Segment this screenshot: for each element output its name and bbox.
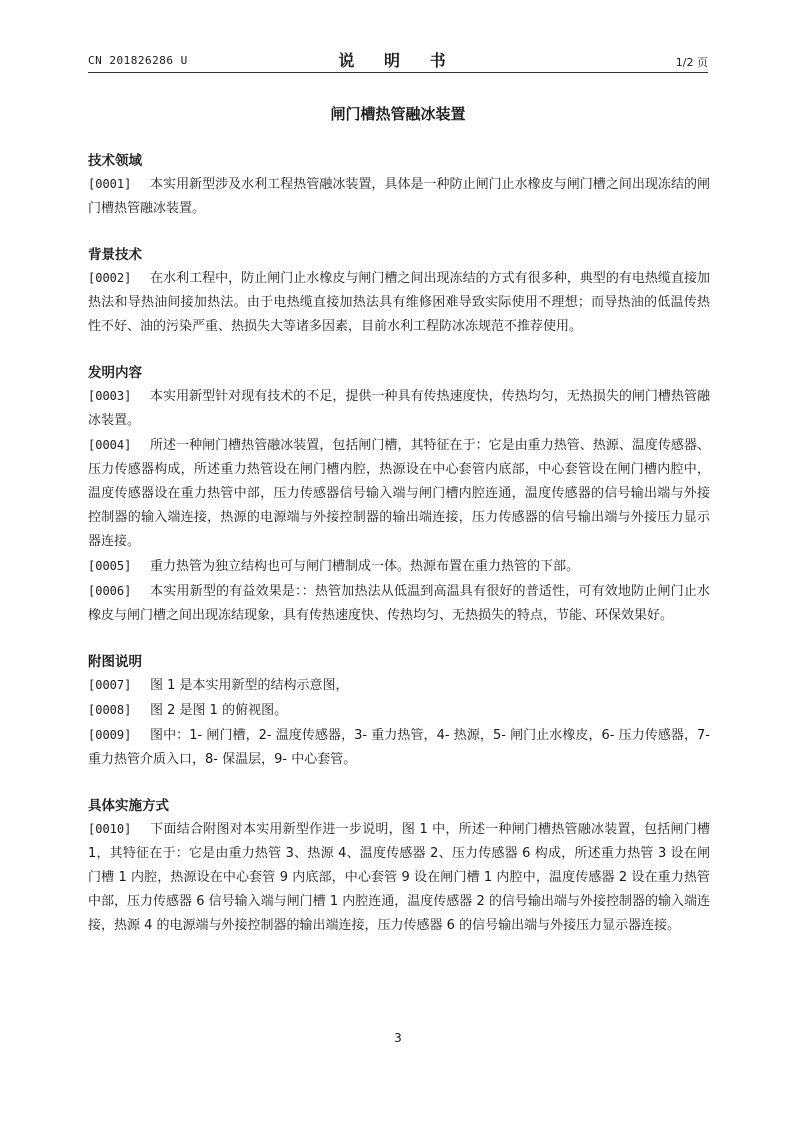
paragraph-text: 重力热管为独立结构也可与闸门槽制成一体。热源布置在重力热管的下部。 — [150, 559, 580, 574]
paragraph — [88, 723, 710, 772]
paragraph-number: [0006] — [88, 584, 132, 598]
section-figure-description — [88, 651, 710, 772]
paragraph — [88, 579, 710, 628]
paragraph-number: [0010] — [88, 822, 132, 836]
section-heading: 附图说明 — [88, 654, 142, 670]
paragraph-number: [0003] — [88, 389, 132, 403]
section-invention-content — [88, 362, 710, 628]
section-heading: 具体实施方式 — [88, 798, 169, 814]
paragraph-text: 图 1 是本实用新型的结构示意图， — [150, 678, 349, 693]
paragraph — [88, 266, 710, 339]
paragraph-number: [0001] — [88, 177, 132, 191]
paragraph — [88, 172, 710, 221]
section-technical-field — [88, 150, 710, 221]
document-body — [88, 150, 710, 961]
section-heading: 技术领域 — [88, 153, 142, 169]
section-background — [88, 244, 710, 339]
paragraph-text: 图中：1- 闸门槽，2- 温度传感器，3- 重力热管，4- 热源，5- 闸门止水橡皮，6- 压力传感器，7- 重力热管介质入口，8- 保温层，9- 中心套管。 — [88, 728, 710, 767]
paragraph — [88, 554, 710, 579]
paragraph — [88, 817, 710, 938]
paragraph-text: 图 2 是图 1 的俯视图。 — [150, 703, 288, 718]
paragraph-number: [0004] — [88, 438, 132, 452]
page-info: 1/2 页 — [675, 56, 708, 69]
paragraph-text: 本实用新型涉及水利工程热管融冰装置，具体是一种防止闸门止水橡皮与闸门槽之间出现冻结的闸门槽热管融冰装置。 — [88, 177, 710, 216]
document-type: 说 明 书 — [338, 51, 458, 70]
section-embodiment — [88, 795, 710, 938]
document-title: 闸门槽热管融冰装置 — [330, 105, 466, 123]
paragraph-number: [0007] — [88, 678, 132, 692]
paragraph-number: [0009] — [88, 728, 132, 742]
paragraph-text: 在水利工程中，防止闸门止水橡皮与闸门槽之间出现冻结的方式有很多种，典型的有电热缆直接加热法和导热油间接加热法。由于电热缆直接加热法具有维修困难导致实际使用不理想；而导热油的低温传热性不好、油的污染严重、热损失大等诸多因素，目前水利工程防冰冻规范不推荐使用。 — [88, 271, 710, 334]
paragraph-number: [0008] — [88, 703, 132, 717]
paragraph — [88, 433, 710, 554]
paragraph-text: 下面结合附图对本实用新型作进一步说明，图 1 中，所述一种闸门槽热管融冰装置，包括闸门槽 1，其特征在于：它是由重力热管 3、热源 4、温度传感器 2、压力传感器 6 构成，所述重力热管 3 设在闸门槽 1 内腔，热源设在中心套管 9 内底部，中心套管 9 设在闸门槽 1 内腔中，温度传感器 2 设在重力热管中部，压力传感器 6 信号输入端与闸门槽 1 内腔连通，温度传感器 2 的信号输出端与外接控制器的输入端连接，热源 4 的电源端与外接控制器的输出端连接，压力传感器 6 的信号输出端与外接压力显示器连接。 — [88, 822, 710, 933]
paragraph-text: 本实用新型的有益效果是：：热管加热法从低温到高温具有很好的普适性，可有效地防止闸门止水橡皮与闸门槽之间出现冻结现象，具有传热速度快、传热均匀、无热损失的特点，节能、环保效果好。 — [88, 584, 710, 623]
section-heading: 背景技术 — [88, 247, 142, 263]
paragraph-text: 所述一种闸门槽热管融冰装置，包括闸门槽，其特征在于：它是由重力热管、热源、温度传感器、压力传感器构成，所述重力热管设在闸门槽内腔，热源设在中心套管内底部，中心套管设在闸门槽内腔中，温度传感器设在重力热管中部，压力传感器信号输入端与闸门槽内腔连通，温度传感器的信号输出端与外接控制器的输入端连接，热源的电源端与外接控制器的输出端连接，压力传感器的信号输出端与外接压力显示器连接。 — [88, 438, 710, 549]
paragraph-number: [0005] — [88, 559, 132, 573]
page-number: 3 — [394, 1031, 402, 1045]
paragraph-number: [0002] — [88, 271, 132, 285]
header-rule — [88, 72, 708, 73]
paragraph — [88, 698, 710, 723]
paragraph — [88, 673, 710, 698]
paragraph — [88, 384, 710, 433]
paragraph-text: 本实用新型针对现有技术的不足，提供一种具有传热速度快，传热均匀，无热损失的闸门槽热管融冰装置。 — [88, 389, 710, 428]
patent-number: CN 201826286 U — [88, 54, 188, 67]
page-header — [88, 48, 708, 72]
section-heading: 发明内容 — [88, 365, 142, 381]
